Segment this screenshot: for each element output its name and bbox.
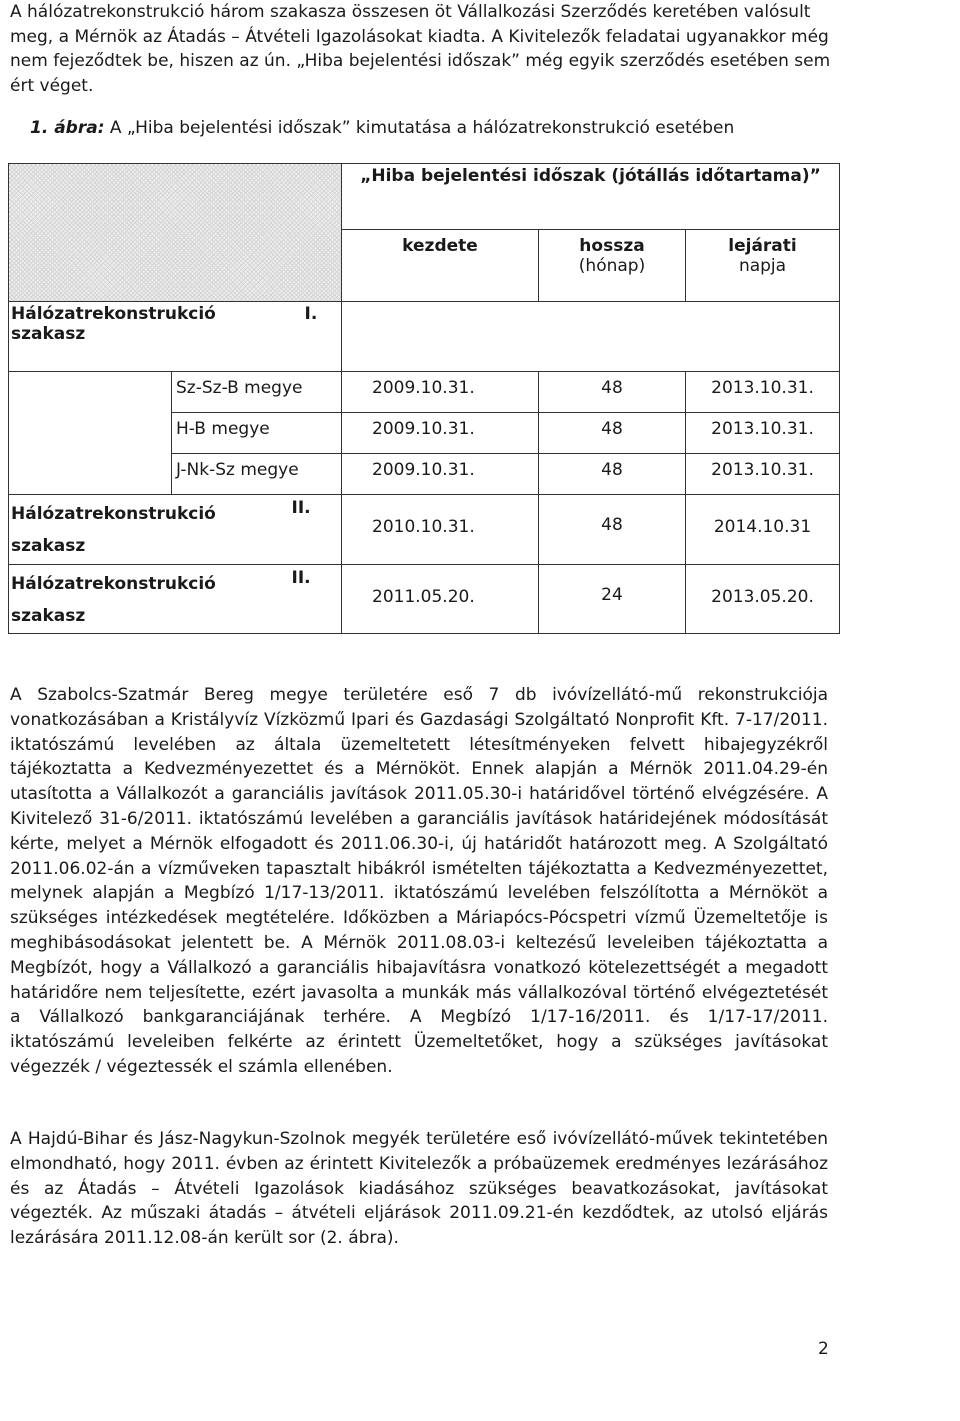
figure-caption-text: A „Hiba bejelentési időszak” kimutatása a hálózatrekonstrukció esetében	[104, 118, 735, 138]
figure-label: 1. ábra:	[30, 118, 105, 138]
section-name: Hálózatrekonstrukció szakasz	[9, 565, 172, 634]
row-start: 2010.10.31.	[342, 495, 539, 565]
col-header-expiry: lejárati napja	[686, 230, 840, 302]
table-row	[9, 413, 840, 454]
table-row	[9, 495, 840, 565]
section-empty	[342, 302, 840, 372]
row-end: 2014.10.31	[686, 495, 840, 565]
row-start: 2009.10.31.	[342, 372, 539, 413]
section-roman: II.	[172, 495, 342, 565]
table-row	[9, 454, 840, 495]
row-label: J-Nk-Sz megye	[172, 454, 342, 495]
row-months: 48	[539, 413, 686, 454]
figure-caption	[30, 118, 930, 138]
row-months: 48	[539, 495, 686, 565]
table-group-header: „Hiba bejelentési időszak (jótállás időtartama)”	[342, 164, 840, 230]
row-end: 2013.10.31.	[686, 454, 840, 495]
table-row	[9, 302, 840, 372]
table-corner-hatched	[9, 164, 342, 302]
row-months: 24	[539, 565, 686, 634]
row-months: 48	[539, 454, 686, 495]
warranty-table	[8, 163, 840, 634]
section-roman: I.	[172, 302, 342, 372]
section-name: Hálózatrekonstrukció szakasz	[9, 302, 172, 372]
row-label: H-B megye	[172, 413, 342, 454]
row-end: 2013.10.31.	[686, 372, 840, 413]
intro-paragraph: A hálózatrekonstrukció három szakasza összesen öt Vállalkozási Szerződés keretében valósult meg, a Mérnök az Átadás – Átvételi Igazolásokat kiadta. A Kivitelezők feladatai ugyanakkor még nem fejeződtek be, hiszen az ún. „Hiba bejelentési időszak” még egyik szerződés esetében sem ért véget.	[10, 2, 831, 96]
row-start: 2009.10.31.	[342, 454, 539, 495]
row-start: 2011.05.20.	[342, 565, 539, 634]
body-paragraph-2: A Hajdú-Bihar és Jász-Nagykun-Szolnok megyék területére eső ivóvízellátó-művek tekintetében elmondható, hogy 2011. évben az érintett Kivitelezők a próbaüzemek eredményes lezárásához és az Átadás – Átvételi Igazolások kiadásához szükséges beavatkozásokat, javításokat végezték. Az műszaki átadás – átvételi eljárások 2011.09.21-én kezdődtek, az utolsó eljárás lezárására 2011.12.08-án került sor (2. ábra).	[10, 1129, 828, 1249]
table-row	[9, 372, 840, 413]
body-paragraph-1: A Szabolcs-Szatmár Bereg megye területére eső 7 db ivóvízellátó-mű rekonstrukciója vonatkozásában a Kristályvíz Vízközmű Ipari és Gazdasági Szolgáltató Nonprofit Kft. 7-17/2011. iktatószámú levelében az általa üzemeltetett létesítményeken felvett hibajegyzékről tájékoztatta a Kedvezményezettet és a Mérnököt. Ennek alapján a Mérnök 2011.04.29-én utasította a Vállalkozót a garanciális javítások 2011.05.30-i határidővel történő elvégzésére. A Kivitelező 31-6/2011. iktatószámú levelében a garanciális javítások határidejének módosítását kérte, melyet a Mérnök elfogadott és 2011.06.30-i, új határidőt határozott meg. A Szolgáltató 2011.06.02-án a vízműveken tapasztalt hibákról ismételten tájékoztatta a Kedvezményezettet, melynek alapján a Megbízó 1/17-13/2011. iktatószámú levelében felszólította a Mérnököt a szükséges intézkedések megtételére. Időközben a Máriapócs-Pócspetri vízmű Üzemeltetője is meghibásodásokat jelentett be. A Mérnök 2011.08.03-i keltezésű leveleiben tájékoztatta a Megbízót, hogy a Vállalkozó a garanciális hibajavításra vonatkozó kötelezettségét a megadott határidőre nem teljesítette, ezért javasolta a munkák más vállalkozóval történő elvégeztetését a Vállalkozó bankgaranciájának terhére. A Megbízó 1/17-16/2011. és 1/17-17/2011. iktatószámú leveleiben felkérte az érintett Üzemeltetőket, hogy a szükséges javításokat végezzék / végeztessék el számla ellenében.	[10, 685, 828, 1077]
row-start: 2009.10.31.	[342, 413, 539, 454]
col-header-start: kezdete	[342, 230, 539, 302]
table-row	[9, 565, 840, 634]
page-number: 2	[818, 1339, 829, 1359]
row-end: 2013.10.31.	[686, 413, 840, 454]
section-name: Hálózatrekonstrukció szakasz	[9, 495, 172, 565]
section-roman: II.	[172, 565, 342, 634]
row-end: 2013.05.20.	[686, 565, 840, 634]
row-label: Sz-Sz-B megye	[172, 372, 342, 413]
col-header-length: hossza (hónap)	[539, 230, 686, 302]
row-months: 48	[539, 372, 686, 413]
